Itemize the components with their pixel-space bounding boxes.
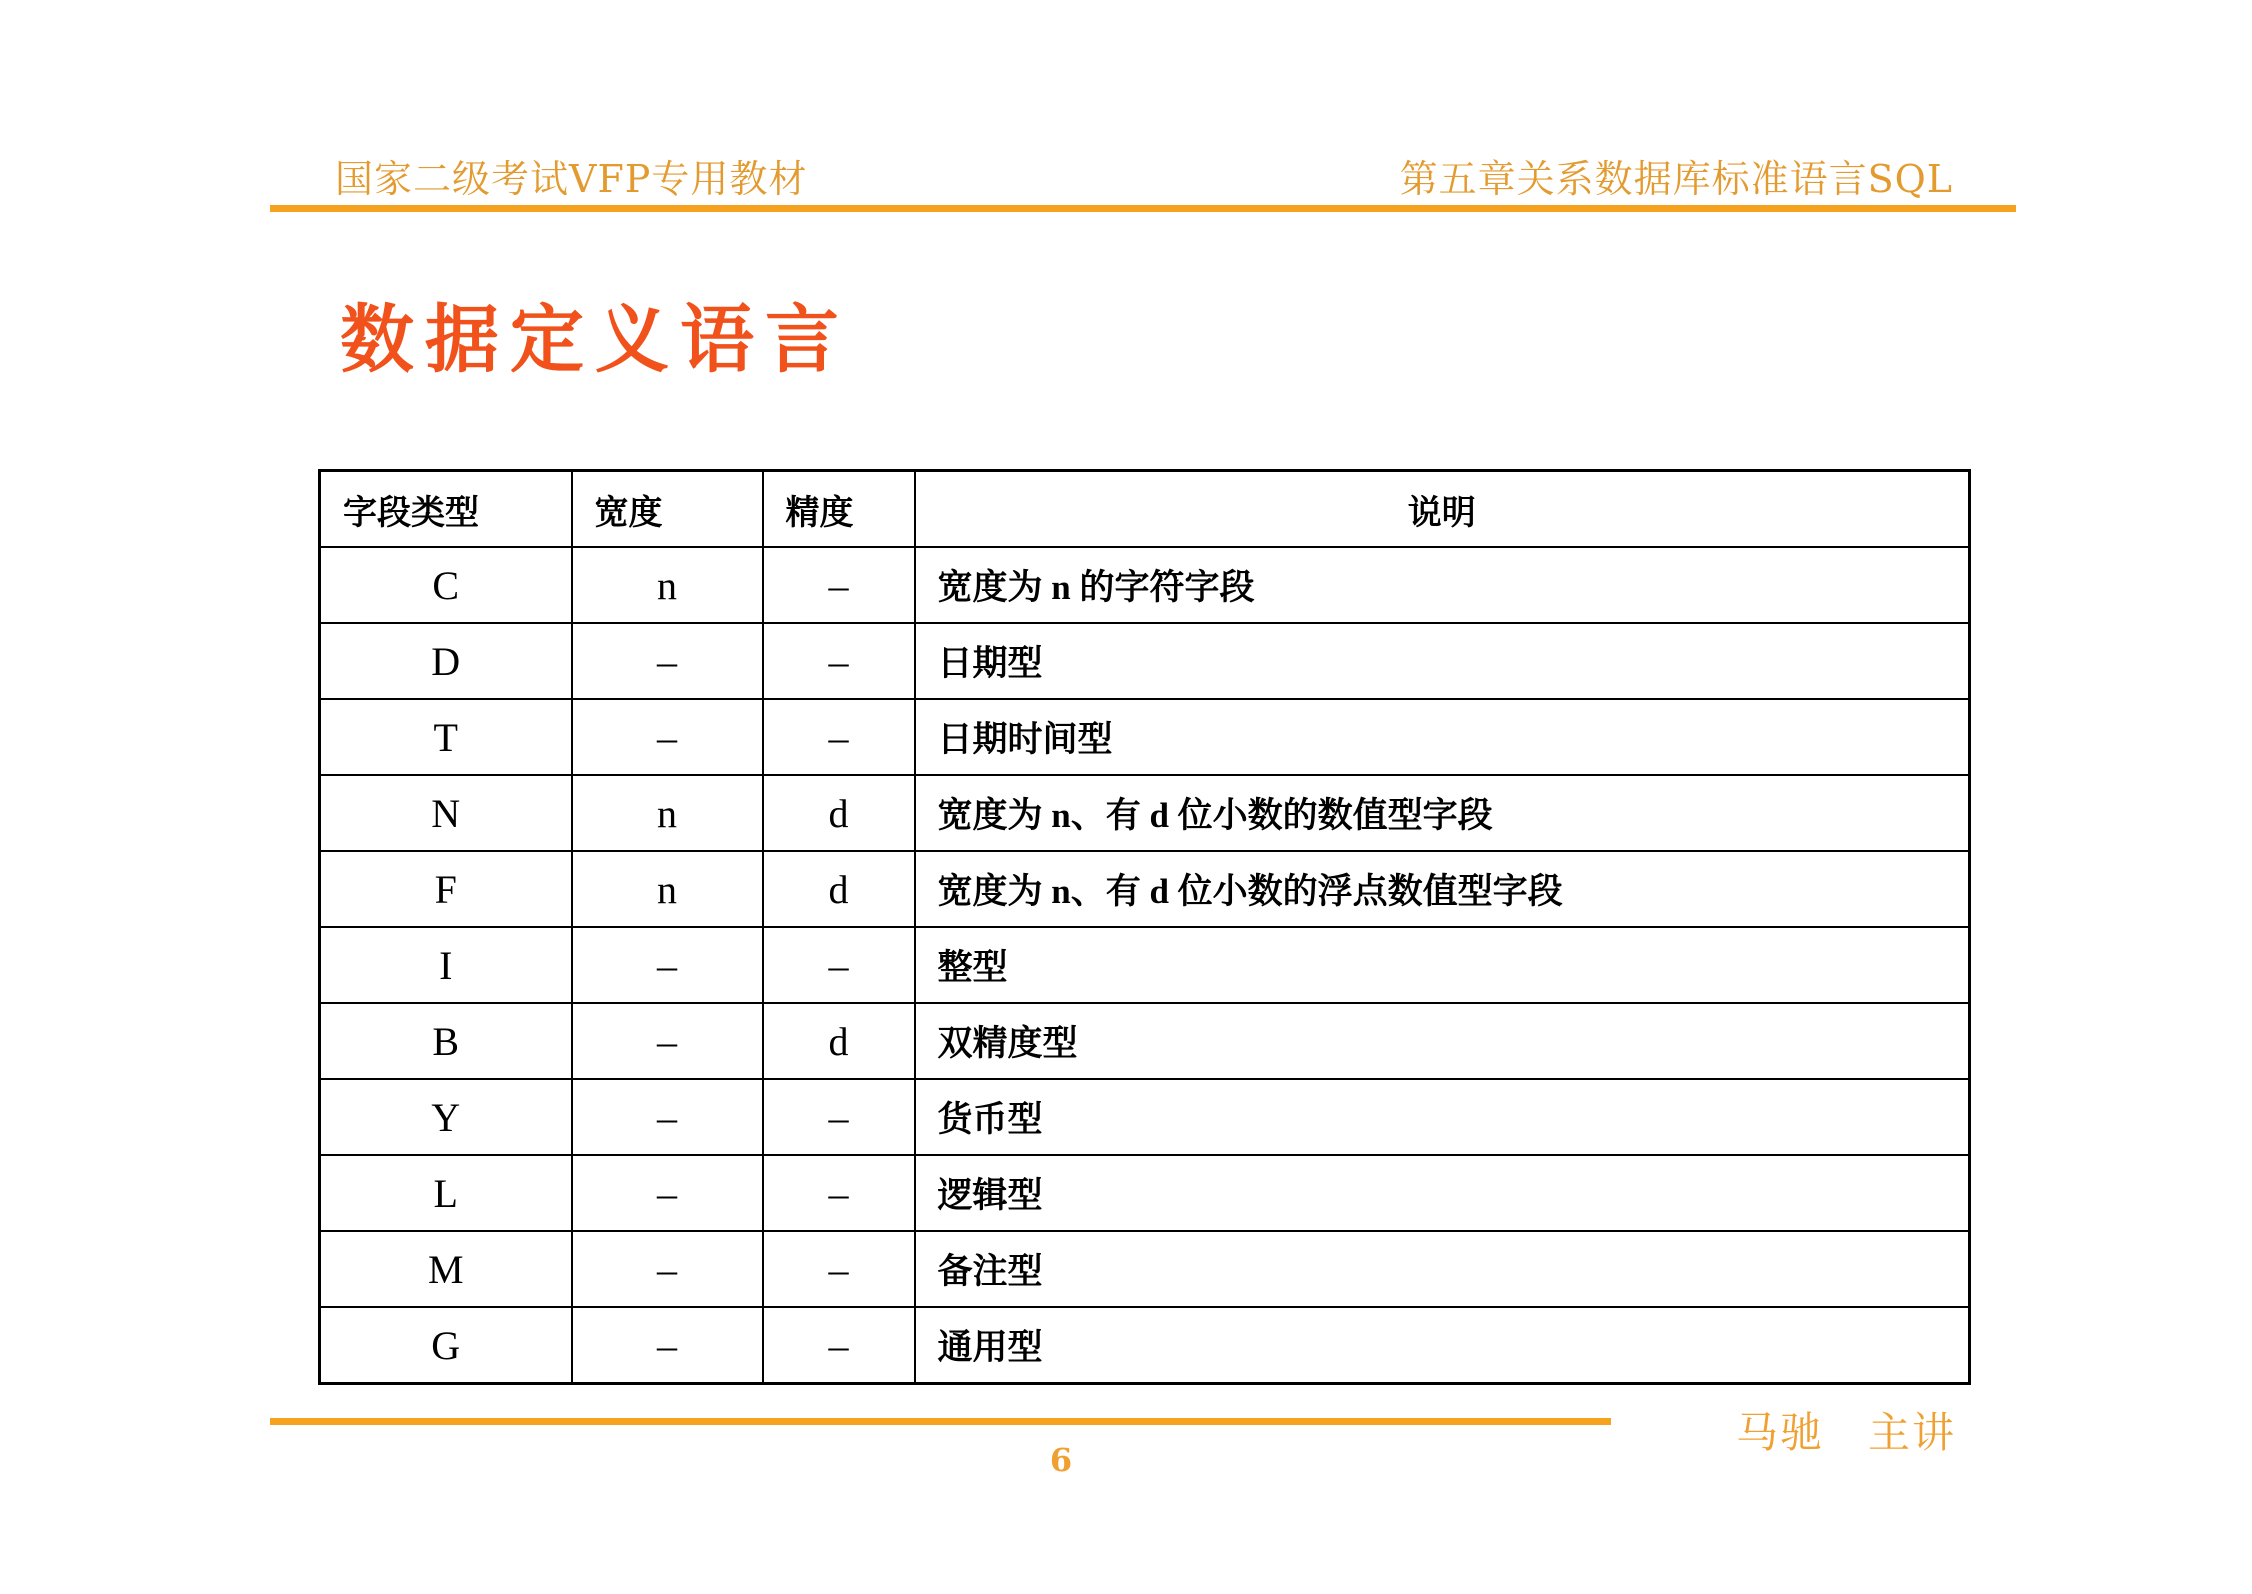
precision-cell: – <box>763 699 915 775</box>
field-type-cell: T <box>320 699 572 775</box>
table-row <box>320 1231 1970 1307</box>
column-header-precision: 精度 <box>763 471 915 548</box>
field-type-cell: L <box>320 1155 572 1231</box>
precision-cell: – <box>763 547 915 623</box>
lecturer-credit: 马驰 主讲 <box>1735 1408 1956 1457</box>
width-cell: n <box>572 547 763 623</box>
precision-cell: – <box>763 1231 915 1307</box>
precision-cell: – <box>763 623 915 699</box>
field-type-cell: D <box>320 623 572 699</box>
field-type-cell: N <box>320 775 572 851</box>
width-cell: n <box>572 775 763 851</box>
precision-cell: d <box>763 851 915 927</box>
field-type-cell: B <box>320 1003 572 1079</box>
field-type-cell: C <box>320 547 572 623</box>
table-row <box>320 1003 1970 1079</box>
column-header-width: 宽度 <box>572 471 763 548</box>
description-cell: 逻辑型 <box>915 1155 1970 1231</box>
course-title: 国家二级考试VFP专用教材 <box>335 157 808 201</box>
field-type-cell: G <box>320 1307 572 1384</box>
description-cell: 通用型 <box>915 1307 1970 1384</box>
description-cell: 宽度为 n、有 d 位小数的数值型字段 <box>915 775 1970 851</box>
table-row <box>320 1079 1970 1155</box>
table-row <box>320 1155 1970 1231</box>
description-cell: 双精度型 <box>915 1003 1970 1079</box>
width-cell: – <box>572 1231 763 1307</box>
width-cell: – <box>572 623 763 699</box>
table-row <box>320 927 1970 1003</box>
table-header-row <box>320 471 1970 548</box>
field-type-cell: M <box>320 1231 572 1307</box>
field-type-cell: I <box>320 927 572 1003</box>
description-cell: 整型 <box>915 927 1970 1003</box>
description-cell: 宽度为 n 的字符字段 <box>915 547 1970 623</box>
description-cell: 备注型 <box>915 1231 1970 1307</box>
description-cell: 日期时间型 <box>915 699 1970 775</box>
width-cell: – <box>572 1155 763 1231</box>
precision-cell: d <box>763 775 915 851</box>
slide-title: 数据定义语言 <box>340 297 850 383</box>
description-cell: 宽度为 n、有 d 位小数的浮点数值型字段 <box>915 851 1970 927</box>
width-cell: – <box>572 1079 763 1155</box>
field-types-table <box>318 469 1971 1385</box>
description-cell: 货币型 <box>915 1079 1970 1155</box>
field-type-cell: Y <box>320 1079 572 1155</box>
width-cell: n <box>572 851 763 927</box>
precision-cell: – <box>763 1307 915 1384</box>
footer-divider <box>270 1418 1611 1425</box>
header-divider <box>270 205 2016 212</box>
width-cell: – <box>572 699 763 775</box>
precision-cell: – <box>763 1079 915 1155</box>
width-cell: – <box>572 1307 763 1384</box>
table-row <box>320 775 1970 851</box>
precision-cell: – <box>763 1155 915 1231</box>
column-header-field-type: 字段类型 <box>320 471 572 548</box>
table-row <box>320 699 1970 775</box>
table-row <box>320 1307 1970 1384</box>
precision-cell: – <box>763 927 915 1003</box>
field-type-cell: F <box>320 851 572 927</box>
field-types-table-body <box>320 547 1970 1384</box>
column-header-description: 说明 <box>915 471 1970 548</box>
page-number: 6 <box>1049 1441 1073 1479</box>
chapter-title: 第五章关系数据库标准语言SQL <box>1399 157 1953 201</box>
table-row <box>320 623 1970 699</box>
precision-cell: d <box>763 1003 915 1079</box>
table-row <box>320 851 1970 927</box>
width-cell: – <box>572 927 763 1003</box>
description-cell: 日期型 <box>915 623 1970 699</box>
width-cell: – <box>572 1003 763 1079</box>
table-row <box>320 547 1970 623</box>
